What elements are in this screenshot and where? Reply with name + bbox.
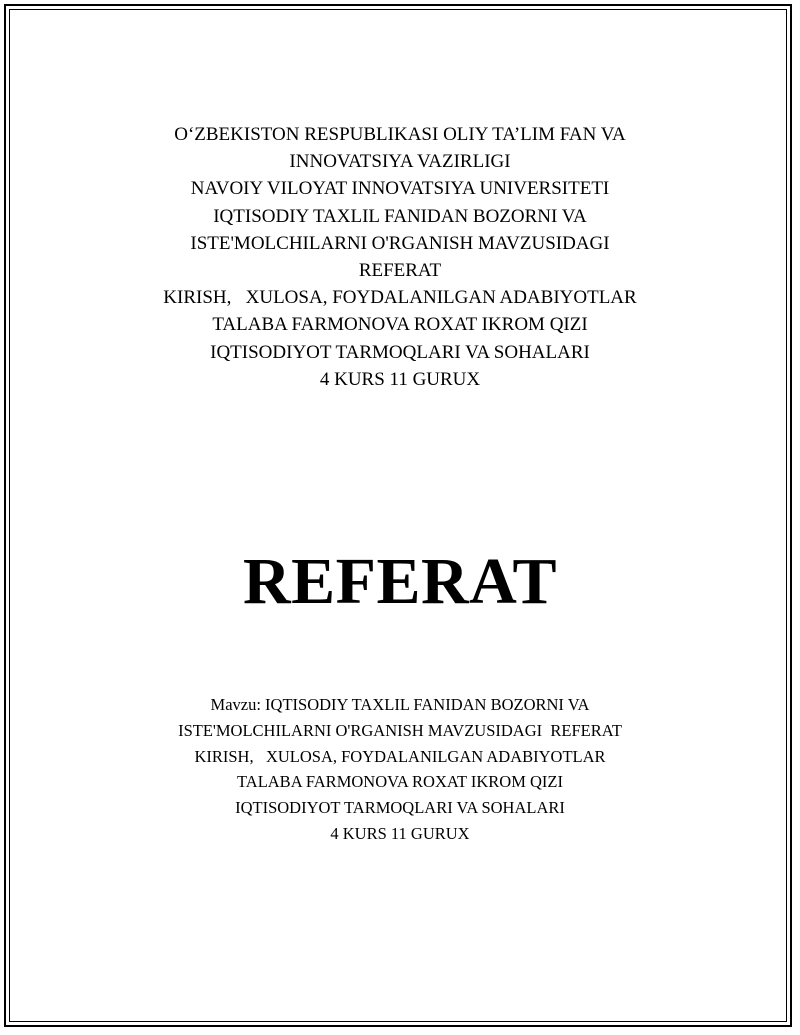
topic-block bbox=[0, 692, 800, 847]
header-line-sections: KIRISH, XULOSA, FOYDALANILGAN ADABIYOTLAR bbox=[163, 287, 637, 309]
topic-line-student: TALABA FARMONOVA ROXAT IKROM QIZI bbox=[237, 772, 563, 792]
header-line-ministry-1: O‘ZBEKISTON RESPUBLIKASI OLIY TA’LIM FAN VA bbox=[174, 124, 626, 145]
header-line-doc-type: REFERAT bbox=[358, 260, 442, 282]
header-line-faculty: IQTISODIYOT TARMOQLARI VA SOHALARI bbox=[210, 341, 590, 363]
topic-line-2: ISTE'MOLCHILARNI O'RGANISH MAVZUSIDAGI REFERAT bbox=[178, 720, 622, 740]
header-line-course-group: 4 KURS 11 GURUX bbox=[319, 368, 481, 390]
topic-line-course-group: 4 KURS 11 GURUX bbox=[330, 823, 470, 843]
page-title: REFERAT bbox=[243, 545, 557, 618]
header-line-ministry-2: INNOVATSIYA VAZIRLIGI bbox=[289, 151, 511, 173]
header-line-subject-2: ISTE'MOLCHILARNI O'RGANISH MAVZUSIDAGI bbox=[190, 232, 610, 254]
topic-line-1: Mavzu: IQTISODIY TAXLIL FANIDAN BOZORNI VA bbox=[210, 695, 590, 714]
topic-line-faculty: IQTISODIYOT TARMOQLARI VA SOHALARI bbox=[235, 798, 565, 818]
header-line-student: TALABA FARMONOVA ROXAT IKROM QIZI bbox=[212, 314, 588, 336]
header-block bbox=[0, 121, 800, 393]
topic-line-sections: KIRISH, XULOSA, FOYDALANILGAN ADABIYOTLAR bbox=[194, 746, 606, 766]
header-line-subject-1: IQTISODIY TAXLIL FANIDAN BOZORNI VA bbox=[213, 205, 587, 227]
header-line-university: NAVOIY VILOYAT INNOVATSIYA UNIVERSITETI bbox=[190, 178, 610, 200]
